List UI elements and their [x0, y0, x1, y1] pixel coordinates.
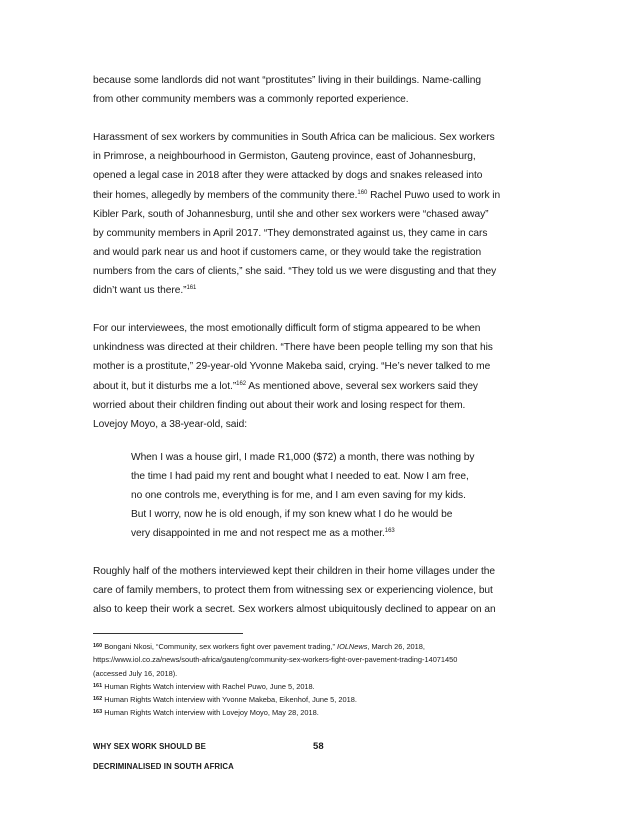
- text-line: For our interviewees, the most emotionally difficult form of stigma appeared to be when: [93, 323, 481, 335]
- quote-line: the time I had paid my rent and bought what I needed to eat. Now I am free,: [131, 470, 469, 482]
- page-footer: [93, 737, 553, 777]
- block-quote: [93, 448, 553, 543]
- text-line: [93, 377, 553, 396]
- text-line: care of family members, to protect them from witnessing sex or experiencing violence, but: [93, 585, 493, 597]
- footnote-text: Bongani Nkosi, “Community, sex workers fight over pavement trading,”: [102, 642, 338, 651]
- footnote-text: , March 26, 2018,: [367, 642, 425, 651]
- body-text: [93, 71, 553, 620]
- footnote-number: 163: [93, 709, 103, 716]
- text-line: worried about their children finding out about their work and losing respect for them.: [93, 399, 466, 411]
- text-line: numbers from the cars of clients,” she said. “They told us we were disgusting and that they: [93, 265, 497, 277]
- text-line: because some landlords did not want “prostitutes” living in their buildings. Name-calling: [93, 75, 481, 86]
- footnote-number: 161: [93, 682, 103, 689]
- text-line: Roughly half of the mothers interviewed kept their children in their home villages under the: [93, 566, 495, 578]
- footnote: [93, 680, 563, 693]
- text-fragment: about it, but it disturbs me a lot.”: [93, 380, 237, 392]
- text-line: and would park near us and hoot if customers came, or they would take the registration: [93, 246, 482, 258]
- paragraph: [93, 128, 553, 300]
- footnote-text: (accessed July 16, 2018).: [93, 668, 178, 678]
- quote-line: [131, 524, 553, 543]
- footnote-divider: [93, 633, 243, 634]
- report-title-line: DECRIMINALISED IN SOUTH AFRICA: [93, 762, 234, 771]
- text-fragment: As mentioned above, several sex workers said they: [246, 380, 478, 392]
- footnote-ref: 160: [357, 189, 368, 196]
- text-line: Harassment of sex workers by communities in South Africa can be malicious. Sex workers: [93, 132, 495, 144]
- quote-line: But I worry, now he is old enough, if my son knew what I do he would be: [131, 509, 453, 521]
- paragraph: [93, 319, 553, 434]
- footnote: [93, 693, 563, 706]
- quote-line: no one controls me, everything is for me, and I am even saving for my kids.: [131, 489, 466, 501]
- text-fragment: Rachel Puwo used to work in: [367, 189, 501, 201]
- text-line: Kibler Park, south of Johannesburg, until she and other sex workers were “chased away”: [93, 208, 489, 220]
- text-line: also to keep their work a secret. Sex workers almost ubiquitously declined to appear on an: [93, 604, 496, 616]
- footnote: [93, 706, 563, 719]
- page-number: 58: [313, 741, 324, 752]
- footnote-text: Human Rights Watch interview with Yvonne Makeba, Eikenhof, June 5, 2018.: [102, 695, 357, 705]
- footnote-url[interactable]: https://www.iol.co.za/news/south-africa/gauteng/community-sex-workers-fight-over-pavement-trading-14071450: [93, 655, 458, 665]
- footnote-ref: 163: [384, 528, 395, 535]
- footnote-publication: IOLNews: [337, 642, 368, 651]
- footnote-number: 160: [93, 643, 103, 649]
- text-line: by community members in April 2017. “They demonstrated against us, they came in cars: [93, 227, 488, 239]
- text-line: [93, 281, 553, 300]
- paragraph: [93, 562, 553, 619]
- footnote: [93, 640, 563, 653]
- text-line: mother is a prostitute,” 29-year-old Yvonne Makeba said, crying. “He’s never talked to me: [93, 361, 491, 373]
- quote-line: When I was a house girl, I made R1,000 ($72) a month, there was nothing by: [131, 451, 475, 463]
- footnote-ref: 161: [186, 285, 197, 292]
- text-fragment: their homes, allegedly by members of the community there.: [93, 189, 358, 201]
- footnotes: [93, 640, 563, 720]
- footnote-ref: 162: [236, 380, 247, 387]
- text-line: unkindness was directed at their children. “There have been people telling my son that his: [93, 342, 493, 354]
- text-fragment: didn’t want us there.”: [93, 285, 187, 297]
- footnote-text: Human Rights Watch interview with Lovejoy Moyo, May 28, 2018.: [102, 708, 319, 718]
- text-line: Lovejoy Moyo, a 38-year-old, said:: [93, 418, 248, 430]
- footnote-number: 162: [93, 696, 103, 703]
- paragraph: [93, 71, 553, 109]
- text-line: from other community members was a commonly reported experience.: [93, 94, 409, 106]
- text-line: in Primrose, a neighbourhood in Germiston, Gauteng province, east of Johannesburg,: [93, 151, 476, 163]
- text-fragment: very disappointed in me and not respect me as a mother.: [131, 528, 385, 540]
- text-line: [93, 186, 553, 205]
- footnote-text: Human Rights Watch interview with Rachel Puwo, June 5, 2018.: [102, 681, 315, 691]
- report-title-line: WHY SEX WORK SHOULD BE: [93, 742, 206, 751]
- text-line: opened a legal case in 2018 after they were attacked by dogs and snakes released into: [93, 170, 483, 182]
